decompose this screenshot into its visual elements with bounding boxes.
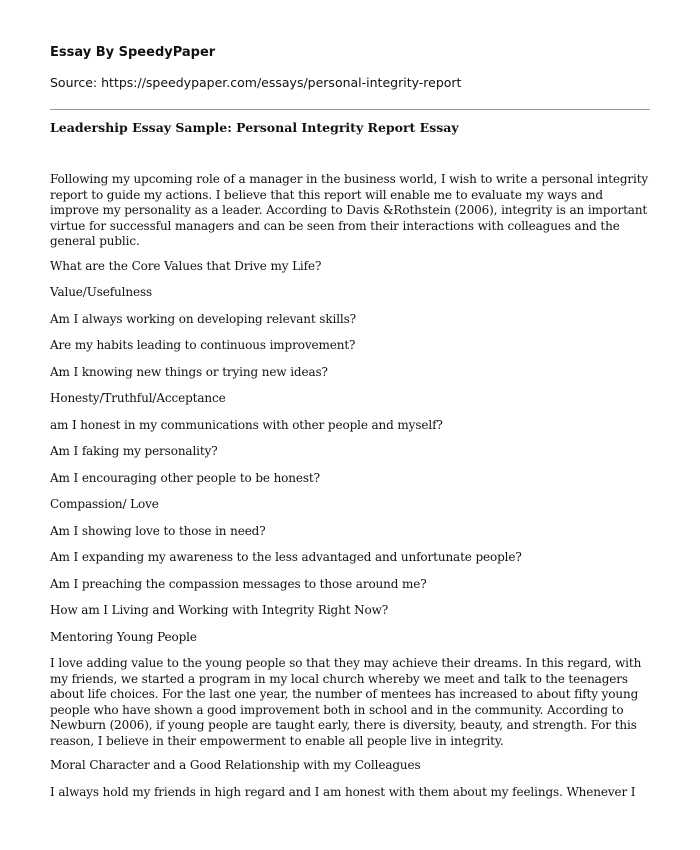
question-line: Am I knowing new things or trying new ideas? [50, 364, 328, 379]
value-heading: Compassion/ Love [50, 497, 159, 511]
question-line: Am I faking my personality? [50, 444, 218, 458]
section-heading: What are the Core Values that Drive my Life? [50, 258, 322, 273]
question-line: Am I showing love to those in need? [50, 523, 266, 538]
question-line: Am I encouraging other people to be honest? [50, 470, 320, 485]
question-line: Am I always working on developing relevant skills? [50, 311, 357, 326]
question-line: am I honest in my communications with other people and myself? [50, 417, 443, 432]
paragraph-relationships: I always hold my friends in high regard and I am honest with them about my feelings. Whenever I [50, 784, 636, 799]
essay-body [50, 120, 650, 809]
question-line: Am I preaching the compassion messages to those around me? [50, 576, 427, 591]
question-line: Are my habits leading to continuous improvement? [50, 338, 356, 352]
header-divider [50, 109, 650, 110]
subsection-heading: Mentoring Young People [50, 629, 197, 644]
brand-line: Essay By SpeedyPaper [50, 45, 216, 60]
value-heading: Honesty/Truthful/Acceptance [50, 391, 226, 405]
question-line: Am I expanding my awareness to the less advantaged and unfortunate people? [50, 550, 522, 564]
paragraph-mentoring: I love adding value to the young people so that they may achieve their dreams. In this regard, with my friends, we started a program in my local church whereby we meet and talk to the teenagers about life choices. For the last one year, the number of mentees has increased to about fifty young people who have shown a good improvement both in school and in the community. According to Newburn (2006), if young people are taught early, there is diversity, beauty, and strength. For this reason, I believe in their empowerment to enable all people live in integrity. [50, 656, 642, 748]
essay-title: Leadership Essay Sample: Personal Integrity Report Essay [50, 120, 459, 135]
subsection-heading: Moral Character and a Good Relationship with my Colleagues [50, 758, 421, 772]
document-header [50, 44, 650, 92]
section-heading: How am I Living and Working with Integrity Right Now? [50, 603, 389, 617]
source-line: Source: https://speedypaper.com/essays/personal-integrity-report [50, 75, 462, 90]
value-heading: Value/Usefulness [50, 285, 153, 299]
paragraph-intro: Following my upcoming role of a manager in the business world, I wish to write a personal integrity report to guide my actions. I believe that this report will enable me to evaluate my ways and improve my personality as a leader. According to Davis &Rothstein (2006), integrity is an important virtue for successful managers and can be seen from their interactions with colleagues and the general public. [50, 172, 649, 248]
